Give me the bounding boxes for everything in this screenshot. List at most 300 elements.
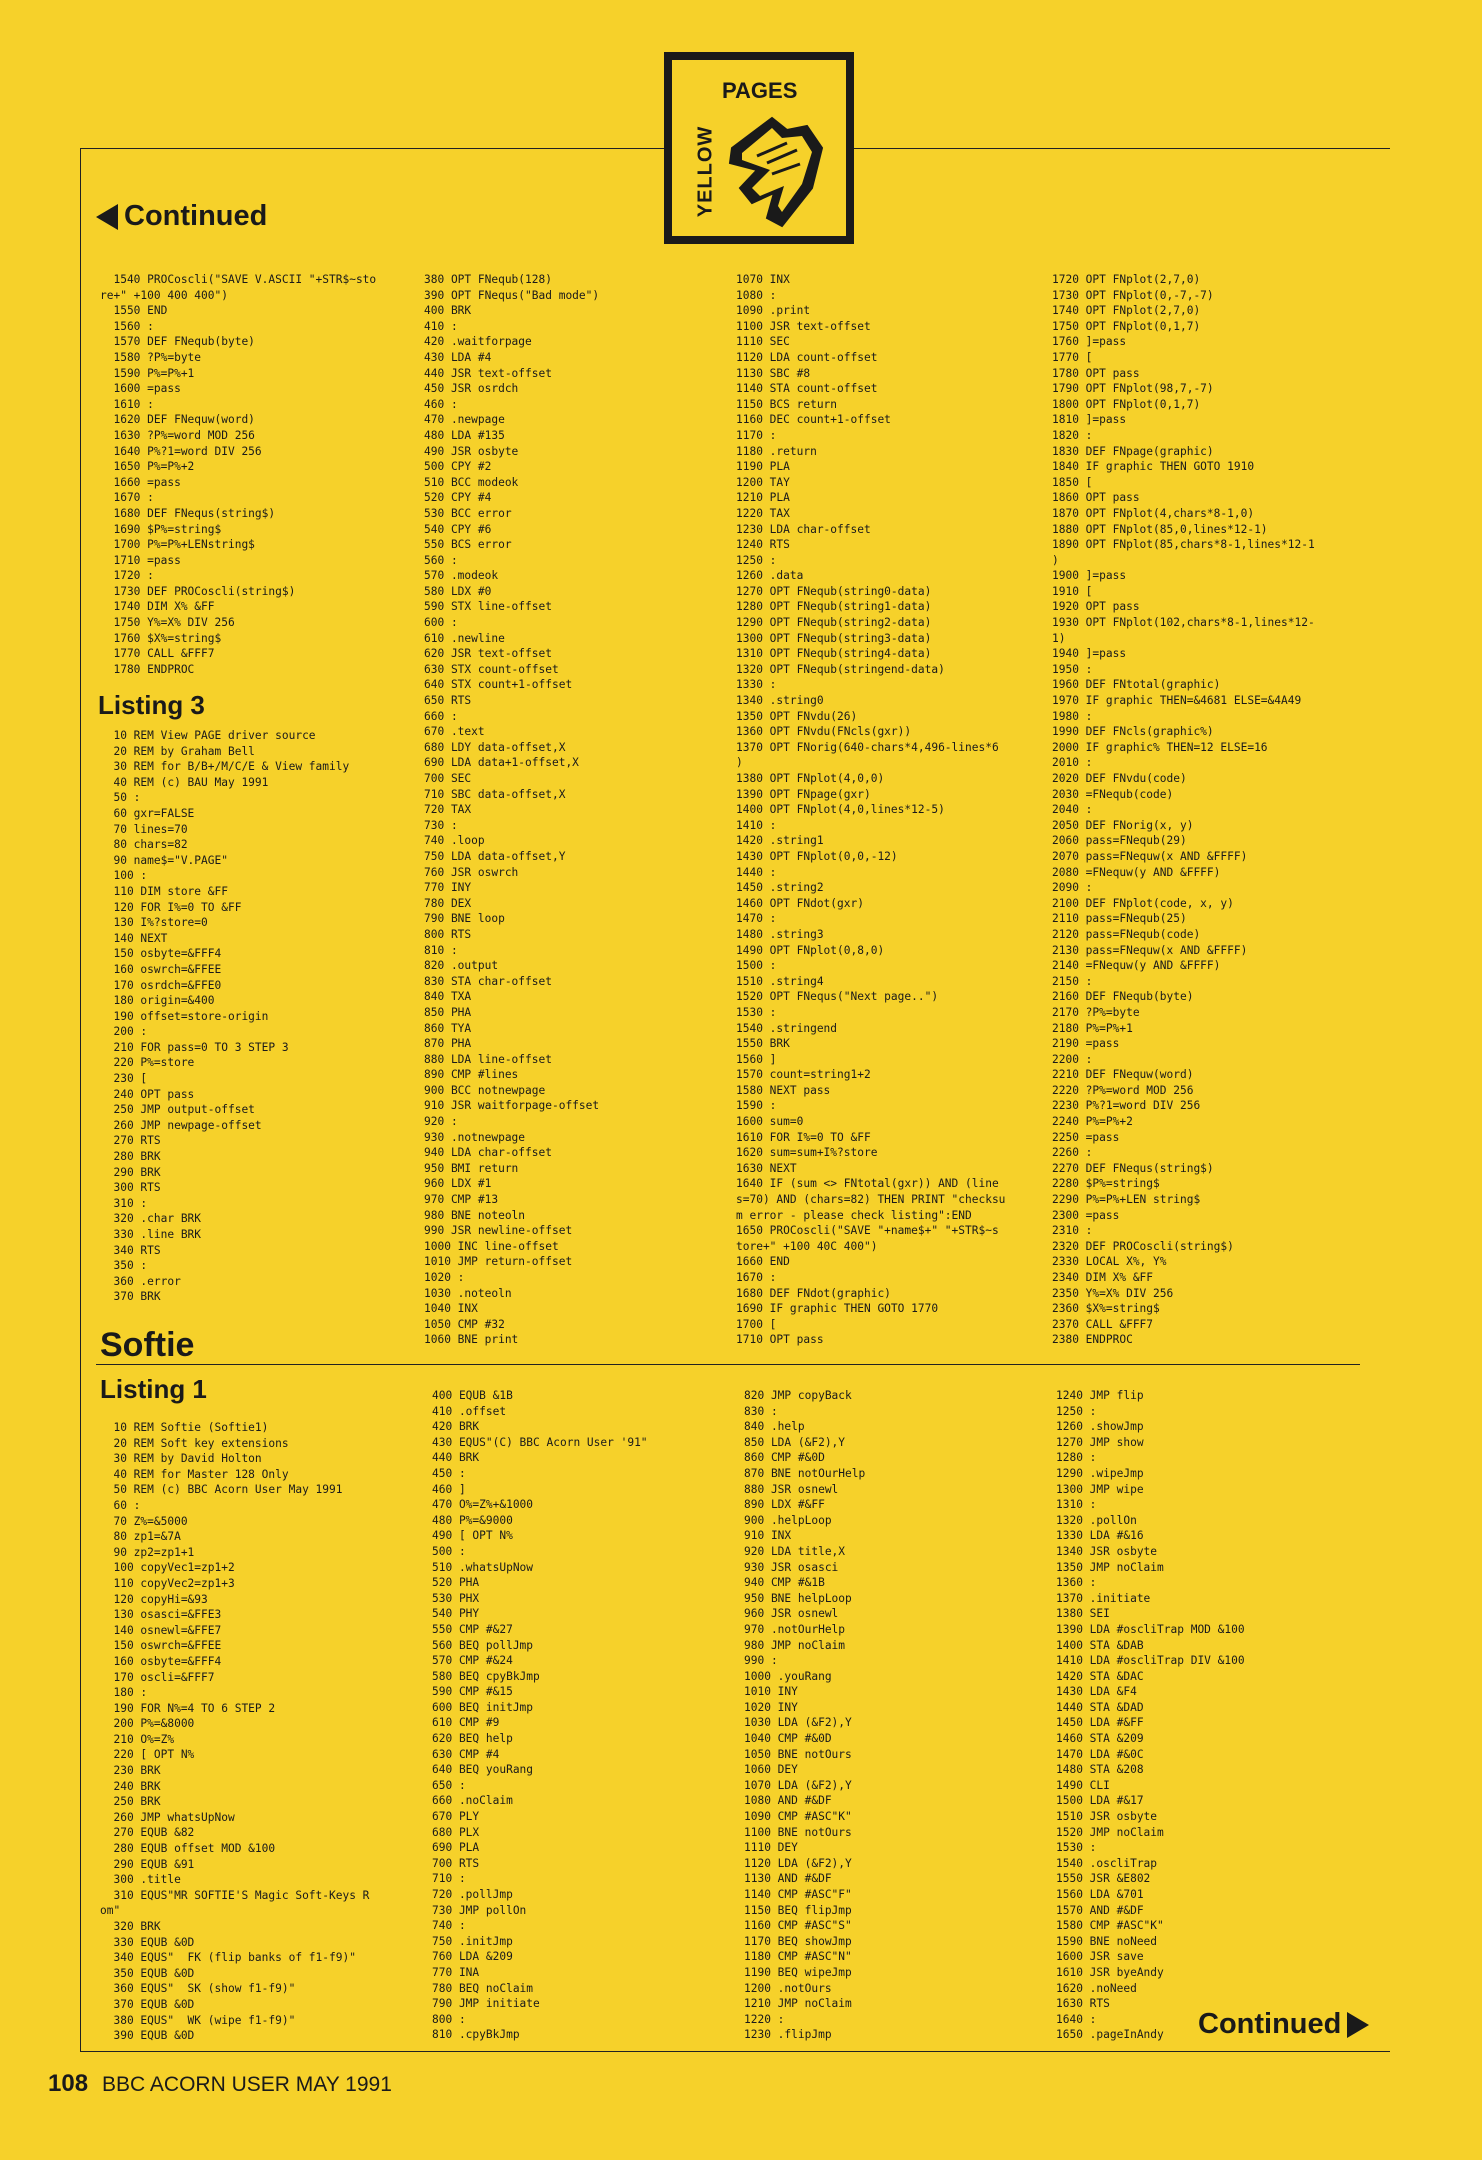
code-line: 740 : bbox=[432, 1919, 466, 1933]
code-line: 200 P%=&8000 bbox=[100, 1717, 195, 1731]
logo-pages-text: PAGES bbox=[722, 78, 798, 103]
code-line: 800 RTS bbox=[424, 927, 472, 941]
top-col3 bbox=[736, 272, 1005, 1348]
code-line: 1860 OPT pass bbox=[1052, 491, 1140, 505]
code-line: 110 DIM store &FF bbox=[100, 884, 228, 898]
code-line: 250 JMP output-offset bbox=[100, 1103, 255, 1117]
code-line: 1550 BRK bbox=[736, 1037, 790, 1051]
code-line: 2170 ?P%=byte bbox=[1052, 1005, 1140, 1019]
code-line: 1910 [ bbox=[1052, 584, 1093, 598]
code-line: 300 RTS bbox=[100, 1181, 161, 1195]
code-line: 2040 : bbox=[1052, 803, 1093, 817]
code-line: 500 CPY #2 bbox=[424, 460, 492, 474]
code-line: 940 LDA char-offset bbox=[424, 1146, 552, 1160]
code-line: 200 : bbox=[100, 1025, 148, 1039]
page-number: 108 bbox=[48, 2070, 89, 2097]
code-line: 2020 DEF FNvdu(code) bbox=[1052, 772, 1187, 785]
code-line: 970 .notOurHelp bbox=[744, 1622, 846, 1636]
code-line: 1790 OPT FNplot(98,7,-7) bbox=[1052, 382, 1214, 396]
code-line: 1810 ]=pass bbox=[1052, 413, 1127, 427]
code-line: 760 JSR oswrch bbox=[424, 865, 519, 879]
code-line: 1520 JMP noClaim bbox=[1056, 1825, 1164, 1839]
code-line: 1890 OPT FNplot(85,chars*8-1,lines*12-1 bbox=[1052, 538, 1315, 552]
yellow-pages-logo bbox=[664, 52, 854, 244]
arrow-right-icon bbox=[1347, 2012, 1369, 2038]
code-line: 960 JSR osnewl bbox=[744, 1607, 839, 1621]
code-line: 400 BRK bbox=[424, 304, 472, 318]
code-line: 1830 DEF FNpage(graphic) bbox=[1052, 444, 1214, 458]
code-line: 2340 DIM X% &FF bbox=[1052, 1271, 1154, 1284]
code-line: 860 TYA bbox=[424, 1021, 472, 1035]
code-line: 1440 STA &DAD bbox=[1056, 1700, 1144, 1714]
code-line: 1570 AND #&DF bbox=[1056, 1903, 1144, 1917]
code-line: 720 TAX bbox=[424, 803, 472, 817]
code-line: 2370 CALL &FFF7 bbox=[1052, 1317, 1154, 1331]
code-line: 980 BNE noteoln bbox=[424, 1208, 526, 1222]
code-line: 90 name$="V.PAGE" bbox=[100, 853, 228, 867]
code-line: 780 DEX bbox=[424, 896, 472, 910]
continued-bottom bbox=[1198, 2008, 1369, 2041]
code-line: 2190 =pass bbox=[1052, 1037, 1120, 1051]
code-line: 1590 P%=P%+1 bbox=[100, 366, 195, 380]
code-line: 730 : bbox=[424, 818, 458, 832]
code-line: 650 RTS bbox=[424, 694, 472, 708]
code-line: 520 CPY #4 bbox=[424, 491, 492, 505]
code-line: 1050 BNE notOurs bbox=[744, 1747, 852, 1761]
code-line: 1390 OPT FNpage(gxr) bbox=[736, 787, 871, 801]
code-line: 250 BRK bbox=[100, 1795, 161, 1809]
code-line: 1500 LDA #&17 bbox=[1056, 1794, 1144, 1808]
code-line: 1390 LDA #oscliTrap MOD &100 bbox=[1056, 1622, 1245, 1636]
heading-softie: Softie bbox=[100, 1326, 195, 1364]
code-line: 1510 .string4 bbox=[736, 974, 824, 988]
code-line: 180 origin=&400 bbox=[100, 994, 215, 1008]
code-line: 790 JMP initiate bbox=[432, 1997, 540, 2011]
code-line: 1430 LDA &F4 bbox=[1056, 1685, 1137, 1699]
code-line: 1560 LDA &701 bbox=[1056, 1888, 1144, 1901]
code-line: 1640 IF (sum <> FNtotal(gxr)) AND (line bbox=[736, 1177, 999, 1191]
code-line: 1600 JSR save bbox=[1056, 1950, 1144, 1964]
code-line: 660 .noClaim bbox=[432, 1794, 513, 1808]
code-line: 160 oswrch=&FFEE bbox=[100, 962, 222, 976]
code-line: 310 EQUS"MR SOFTIE'S Magic Soft-Keys R bbox=[100, 1888, 370, 1902]
code-line: 2210 DEF FNequw(word) bbox=[1052, 1068, 1194, 1082]
code-line: 1590 : bbox=[736, 1099, 777, 1113]
code-line: 10 REM Softie (Softie1) bbox=[100, 1421, 269, 1434]
code-line: 1720 : bbox=[100, 569, 154, 583]
code-line: s=70) AND (chars=82) THEN PRINT "checksu bbox=[736, 1193, 1006, 1207]
code-line: 130 osasci=&FFE3 bbox=[100, 1608, 222, 1622]
code-line: 1630 RTS bbox=[1056, 1997, 1110, 2011]
heading-listing1: Listing 1 bbox=[100, 1374, 207, 1404]
code-line: 1800 OPT FNplot(0,1,7) bbox=[1052, 397, 1201, 411]
code-line: 1240 JMP flip bbox=[1056, 1389, 1144, 1402]
code-line: 1550 JSR &E802 bbox=[1056, 1872, 1151, 1886]
code-line: 1130 SBC #8 bbox=[736, 366, 811, 380]
code-line: 810 : bbox=[424, 943, 458, 957]
code-line: 730 JMP pollOn bbox=[432, 1903, 527, 1917]
code-line: 1280 : bbox=[1056, 1451, 1097, 1465]
code-line: 1510 JSR osbyte bbox=[1056, 1810, 1158, 1824]
code-line: 1440 : bbox=[736, 865, 777, 879]
code-line: 1660 =pass bbox=[100, 475, 181, 489]
code-line: 1760 $X%=string$ bbox=[100, 631, 222, 645]
code-line: 1620 sum=sum+I%?store bbox=[736, 1146, 878, 1160]
code-line: 800 : bbox=[432, 2012, 466, 2026]
code-line: 2230 P%?1=word DIV 256 bbox=[1052, 1099, 1201, 1113]
code-line: 710 : bbox=[432, 1872, 466, 1886]
code-line: 870 BNE notOurHelp bbox=[744, 1466, 866, 1480]
code-line: 110 copyVec2=zp1+3 bbox=[100, 1576, 235, 1590]
code-line: 550 CMP #&27 bbox=[432, 1622, 513, 1636]
code-line: 1520 OPT FNequs("Next page..") bbox=[736, 990, 939, 1004]
code-line: 1360 OPT FNvdu(FNcls(gxr)) bbox=[736, 725, 912, 739]
code-line: 1610 JSR byeAndy bbox=[1056, 1965, 1164, 1979]
code-line: 1310 OPT FNequb(string4-data) bbox=[736, 647, 932, 661]
code-line: 510 BCC modeok bbox=[424, 475, 519, 489]
code-line: m error - please check listing":END bbox=[736, 1208, 972, 1222]
code-line: 1060 DEY bbox=[744, 1763, 798, 1777]
code-line: 960 LDX #1 bbox=[424, 1177, 492, 1191]
code-line: 1760 ]=pass bbox=[1052, 335, 1127, 349]
code-line: 1340 .string0 bbox=[736, 694, 824, 708]
code-line: 1260 .showJmp bbox=[1056, 1420, 1144, 1434]
code-line: 2310 : bbox=[1052, 1224, 1093, 1238]
code-line: 1840 IF graphic THEN GOTO 1910 bbox=[1052, 460, 1255, 474]
code-line: 1270 JMP show bbox=[1056, 1435, 1144, 1449]
code-line: 150 oswrch=&FFEE bbox=[100, 1639, 222, 1653]
code-line: 650 : bbox=[432, 1778, 466, 1792]
code-line: 20 REM by Graham Bell bbox=[100, 744, 255, 758]
code-line: 1670 : bbox=[100, 491, 154, 505]
code-line: 1140 STA count-offset bbox=[736, 382, 878, 396]
code-line: 500 : bbox=[432, 1544, 466, 1558]
listing3-col1 bbox=[100, 728, 349, 1305]
code-line: 2320 DEF PROCoscli(string$) bbox=[1052, 1239, 1234, 1253]
code-line: 1380 OPT FNplot(4,0,0) bbox=[736, 772, 885, 785]
code-line: 670 .text bbox=[424, 725, 485, 739]
top-col2 bbox=[424, 272, 599, 1348]
code-line: 880 JSR osnewl bbox=[744, 1482, 839, 1496]
code-line: 340 EQUS" FK (flip banks of f1-f9)" bbox=[100, 1951, 356, 1965]
code-line: 300 .title bbox=[100, 1873, 181, 1887]
code-line: 1630 ?P%=word MOD 256 bbox=[100, 428, 255, 442]
code-line: 70 lines=70 bbox=[100, 822, 188, 836]
code-line: tore+" +100 40C 400") bbox=[736, 1239, 878, 1253]
code-line: 1610 FOR I%=0 TO &FF bbox=[736, 1130, 871, 1144]
code-line: 100 copyVec1=zp1+2 bbox=[100, 1561, 235, 1575]
code-line: 590 CMP #&15 bbox=[432, 1685, 513, 1699]
continued-top bbox=[96, 200, 267, 233]
code-line: 90 zp2=zp1+1 bbox=[100, 1545, 195, 1559]
code-line: 130 I%?store=0 bbox=[100, 916, 208, 930]
code-line: 570 .modeok bbox=[424, 569, 499, 583]
code-line: 1470 LDA #&0C bbox=[1056, 1747, 1144, 1761]
code-line: 890 CMP #lines bbox=[424, 1068, 519, 1082]
code-line: 930 .notnewpage bbox=[424, 1130, 526, 1144]
code-line: 1600 =pass bbox=[100, 382, 181, 396]
code-line: 1740 DIM X% &FF bbox=[100, 600, 215, 614]
code-line: 1090 CMP #ASC"K" bbox=[744, 1810, 852, 1824]
code-line: 1770 CALL &FFF7 bbox=[100, 647, 215, 661]
code-line: 2350 Y%=X% DIV 256 bbox=[1052, 1286, 1174, 1300]
code-line: 370 BRK bbox=[100, 1290, 161, 1304]
code-line: 1540 .oscliTrap bbox=[1056, 1856, 1158, 1870]
code-line: 790 BNE loop bbox=[424, 912, 505, 926]
code-line: 490 [ OPT N% bbox=[432, 1529, 513, 1543]
code-line: 1050 CMP #32 bbox=[424, 1317, 505, 1331]
code-line: 450 : bbox=[432, 1466, 466, 1480]
code-line: 2220 ?P%=word MOD 256 bbox=[1052, 1083, 1194, 1097]
code-line: ) bbox=[736, 756, 743, 770]
code-line: 220 P%=store bbox=[100, 1056, 195, 1070]
code-line: 910 JSR waitforpage-offset bbox=[424, 1099, 600, 1113]
code-line: 80 chars=82 bbox=[100, 838, 188, 852]
top-col1 bbox=[100, 272, 376, 677]
code-line: 340 RTS bbox=[100, 1243, 161, 1257]
code-line: 590 STX line-offset bbox=[424, 600, 552, 614]
code-line: 680 LDY data-offset,X bbox=[424, 740, 566, 754]
code-line: 1160 DEC count+1-offset bbox=[736, 413, 891, 427]
code-line: 420 .waitforpage bbox=[424, 335, 532, 349]
code-line: 1400 OPT FNplot(4,0,lines*12-5) bbox=[736, 803, 945, 817]
code-line: 1010 JMP return-offset bbox=[424, 1255, 573, 1269]
code-line: 1120 LDA (&F2),Y bbox=[744, 1856, 852, 1870]
code-line: 230 [ bbox=[100, 1072, 148, 1086]
code-line: 2140 =FNequw(y AND &FFFF) bbox=[1052, 959, 1221, 973]
code-line: 1740 OPT FNplot(2,7,0) bbox=[1052, 304, 1201, 318]
code-line: 920 : bbox=[424, 1115, 458, 1129]
code-line: 1130 AND #&DF bbox=[744, 1872, 832, 1886]
code-line: 2120 pass=FNequb(code) bbox=[1052, 927, 1201, 941]
code-line: 210 FOR pass=0 TO 3 STEP 3 bbox=[100, 1040, 289, 1054]
code-line: 1750 OPT FNplot(0,1,7) bbox=[1052, 319, 1201, 333]
code-line: 680 PLX bbox=[432, 1825, 480, 1839]
code-line: 1560 ] bbox=[736, 1052, 777, 1066]
code-line: 1330 LDA #&16 bbox=[1056, 1529, 1144, 1543]
code-line: 40 REM for Master 128 Only bbox=[100, 1467, 289, 1481]
code-line: 1820 : bbox=[1052, 428, 1093, 442]
code-line: 770 INY bbox=[424, 881, 472, 895]
code-line: 1070 INX bbox=[736, 273, 790, 286]
code-line: 320 .char BRK bbox=[100, 1212, 202, 1226]
code-line: 1770 [ bbox=[1052, 350, 1093, 364]
code-line: 1290 .wipeJmp bbox=[1056, 1466, 1144, 1480]
code-line: 1210 JMP noClaim bbox=[744, 1997, 852, 2011]
code-line: 170 oscli=&FFF7 bbox=[100, 1670, 215, 1684]
code-line: 1260 .data bbox=[736, 569, 804, 583]
code-line: 1410 LDA #oscliTrap DIV &100 bbox=[1056, 1654, 1245, 1668]
code-line: 440 BRK bbox=[432, 1451, 480, 1465]
code-line: ) bbox=[1052, 553, 1059, 567]
code-line: 540 PHY bbox=[432, 1607, 480, 1621]
code-line: 1470 : bbox=[736, 912, 777, 926]
code-line: 1380 SEI bbox=[1056, 1607, 1110, 1621]
code-line: 670 PLY bbox=[432, 1810, 480, 1824]
code-line: 2000 IF graphic% THEN=12 ELSE=16 bbox=[1052, 740, 1268, 754]
code-line: 580 BEQ cpyBkJmp bbox=[432, 1669, 540, 1683]
code-line: 510 .whatsUpNow bbox=[432, 1560, 534, 1574]
code-line: 850 PHA bbox=[424, 1005, 472, 1019]
bot-col1 bbox=[100, 1420, 369, 2044]
code-line: 1920 OPT pass bbox=[1052, 600, 1140, 614]
code-line: 70 Z%=&5000 bbox=[100, 1514, 188, 1528]
code-line: 1240 RTS bbox=[736, 538, 790, 552]
code-line: 1670 : bbox=[736, 1271, 777, 1284]
code-line: 1160 CMP #ASC"S" bbox=[744, 1919, 852, 1933]
code-line: 1640 P%?1=word DIV 256 bbox=[100, 444, 262, 458]
code-line: 1420 STA &DAC bbox=[1056, 1669, 1144, 1683]
code-line: 2130 pass=FNequw(x AND &FFFF) bbox=[1052, 943, 1248, 957]
code-line: 840 TXA bbox=[424, 990, 472, 1004]
code-line: 1360 : bbox=[1056, 1576, 1097, 1590]
code-line: 2160 DEF FNequb(byte) bbox=[1052, 990, 1194, 1004]
code-line: 420 BRK bbox=[432, 1420, 480, 1434]
code-line: 260 JMP whatsUpNow bbox=[100, 1810, 235, 1824]
code-line: 490 JSR osbyte bbox=[424, 444, 519, 458]
code-line: 600 : bbox=[424, 616, 458, 630]
code-line: 2050 DEF FNorig(x, y) bbox=[1052, 818, 1194, 832]
code-line: 1880 OPT FNplot(85,0,lines*12-1) bbox=[1052, 522, 1268, 536]
code-line: 1280 OPT FNequb(string1-data) bbox=[736, 600, 932, 614]
code-line: 320 BRK bbox=[100, 1920, 161, 1933]
code-line: 1680 DEF FNdot(graphic) bbox=[736, 1286, 891, 1300]
code-line: 1640 : bbox=[1056, 2012, 1097, 2026]
code-line: 950 BMI return bbox=[424, 1161, 519, 1175]
code-line: 1480 .string3 bbox=[736, 927, 824, 941]
code-line: 140 NEXT bbox=[100, 931, 168, 945]
code-line: 1120 LDA count-offset bbox=[736, 350, 878, 364]
code-line: 450 JSR osrdch bbox=[424, 382, 519, 396]
code-line: 2010 : bbox=[1052, 756, 1093, 770]
code-line: re+" +100 400 400") bbox=[100, 288, 228, 302]
code-line: 1690 IF graphic THEN GOTO 1770 bbox=[736, 1302, 939, 1316]
code-line: 780 BEQ noClaim bbox=[432, 1981, 534, 1995]
code-line: 1290 OPT FNequb(string2-data) bbox=[736, 616, 932, 630]
code-line: 470 O%=Z%+&1000 bbox=[432, 1498, 534, 1512]
code-line: 830 STA char-offset bbox=[424, 974, 552, 988]
code-line: 2060 pass=FNequb(29) bbox=[1052, 834, 1187, 848]
code-line: 360 .error bbox=[100, 1274, 181, 1288]
code-line: 2180 P%=P%+1 bbox=[1052, 1021, 1133, 1035]
code-line: 1030 LDA (&F2),Y bbox=[744, 1716, 852, 1730]
code-line: 20 REM Soft key extensions bbox=[100, 1436, 289, 1450]
code-line: 290 EQUB &91 bbox=[100, 1857, 195, 1871]
code-line: 1700 [ bbox=[736, 1317, 777, 1331]
code-line: 440 JSR text-offset bbox=[424, 366, 552, 380]
code-line: 190 offset=store-origin bbox=[100, 1009, 269, 1023]
code-line: 830 : bbox=[744, 1404, 778, 1418]
logo-panel bbox=[672, 60, 846, 236]
code-line: om" bbox=[100, 1904, 121, 1918]
code-line: 1070 LDA (&F2),Y bbox=[744, 1778, 852, 1792]
code-line: 1200 .notOurs bbox=[744, 1981, 832, 1995]
code-line: 560 : bbox=[424, 553, 458, 567]
code-line: 220 [ OPT N% bbox=[100, 1748, 195, 1762]
code-line: 690 PLA bbox=[432, 1841, 480, 1855]
code-line: 1140 CMP #ASC"F" bbox=[744, 1888, 852, 1901]
code-line: 50 REM (c) BBC Acorn User May 1991 bbox=[100, 1483, 343, 1497]
code-line: 1580 CMP #ASC"K" bbox=[1056, 1919, 1164, 1933]
code-line: 840 .help bbox=[744, 1420, 805, 1434]
code-line: 1780 OPT pass bbox=[1052, 366, 1140, 380]
code-line: 1570 count=string1+2 bbox=[736, 1068, 871, 1082]
code-line: 1620 .noNeed bbox=[1056, 1981, 1137, 1995]
code-line: 1710 OPT pass bbox=[736, 1333, 824, 1347]
code-line: 290 BRK bbox=[100, 1165, 161, 1179]
code-line: 1900 ]=pass bbox=[1052, 569, 1127, 583]
code-line: 460 : bbox=[424, 397, 458, 411]
code-line: 820 .output bbox=[424, 959, 499, 973]
code-line: 1090 .print bbox=[736, 304, 811, 318]
code-line: 1630 NEXT bbox=[736, 1161, 797, 1175]
code-line: 570 CMP #&24 bbox=[432, 1654, 513, 1668]
code-line: 2200 : bbox=[1052, 1052, 1093, 1066]
code-line: 1200 TAY bbox=[736, 475, 790, 489]
code-line: 720 .pollJmp bbox=[432, 1888, 513, 1901]
code-line: 1230 .flipJmp bbox=[744, 2028, 832, 2042]
code-line: 1430 OPT FNplot(0,0,-12) bbox=[736, 849, 898, 863]
code-line: 80 zp1=&7A bbox=[100, 1530, 181, 1544]
code-line: 2250 =pass bbox=[1052, 1130, 1120, 1144]
code-line: 1340 JSR osbyte bbox=[1056, 1544, 1158, 1558]
code-line: 1080 AND #&DF bbox=[744, 1794, 832, 1808]
code-line: 1530 : bbox=[736, 1005, 777, 1019]
code-line: 1750 Y%=X% DIV 256 bbox=[100, 616, 235, 630]
code-line: 1970 IF graphic THEN=&4681 ELSE=&4A49 bbox=[1052, 694, 1302, 708]
code-line: 2380 ENDPROC bbox=[1052, 1333, 1133, 1347]
code-line: 700 SEC bbox=[424, 772, 472, 785]
code-line: 920 LDA title,X bbox=[744, 1544, 846, 1558]
code-line: 1530 : bbox=[1056, 1841, 1097, 1855]
code-line: 620 JSR text-offset bbox=[424, 647, 552, 661]
code-line: 530 PHX bbox=[432, 1591, 480, 1605]
code-line: 1400 STA &DAB bbox=[1056, 1638, 1144, 1652]
code-line: 1250 : bbox=[736, 553, 777, 567]
code-line: 1410 : bbox=[736, 818, 777, 832]
code-line: 1960 DEF FNtotal(graphic) bbox=[1052, 678, 1221, 692]
code-line: 1110 DEY bbox=[744, 1841, 798, 1855]
code-line: 640 STX count+1-offset bbox=[424, 678, 573, 692]
code-line: 120 copyHi=&93 bbox=[100, 1592, 208, 1606]
code-line: 1) bbox=[1052, 631, 1066, 645]
code-line: 10 REM View PAGE driver source bbox=[100, 729, 316, 742]
code-line: 230 BRK bbox=[100, 1764, 161, 1778]
code-line: 1310 : bbox=[1056, 1498, 1097, 1512]
code-line: 1650 P%=P%+2 bbox=[100, 460, 195, 474]
code-line: 1660 END bbox=[736, 1255, 790, 1269]
code-line: 1480 STA &208 bbox=[1056, 1763, 1144, 1777]
code-line: 1180 .return bbox=[736, 444, 817, 458]
code-line: 2030 =FNequb(code) bbox=[1052, 787, 1174, 801]
code-line: 1170 : bbox=[736, 428, 777, 442]
code-line: 2300 =pass bbox=[1052, 1208, 1120, 1222]
arrow-left-icon bbox=[96, 204, 118, 230]
code-line: 430 LDA #4 bbox=[424, 350, 492, 364]
code-line: 610 CMP #9 bbox=[432, 1716, 500, 1730]
code-line: 1220 TAX bbox=[736, 506, 790, 520]
code-line: 990 JSR newline-offset bbox=[424, 1224, 573, 1238]
code-line: 1210 PLA bbox=[736, 491, 790, 505]
code-line: 1460 OPT FNdot(gxr) bbox=[736, 896, 864, 910]
continued-top-label: Continued bbox=[124, 200, 268, 232]
code-line: 1180 CMP #ASC"N" bbox=[744, 1950, 852, 1964]
code-line: 530 BCC error bbox=[424, 506, 512, 520]
code-line: 950 BNE helpLoop bbox=[744, 1591, 852, 1605]
code-line: 2270 DEF FNequs(string$) bbox=[1052, 1161, 1214, 1175]
code-line: 820 JMP copyBack bbox=[744, 1389, 852, 1402]
bot-col3 bbox=[744, 1388, 865, 2043]
